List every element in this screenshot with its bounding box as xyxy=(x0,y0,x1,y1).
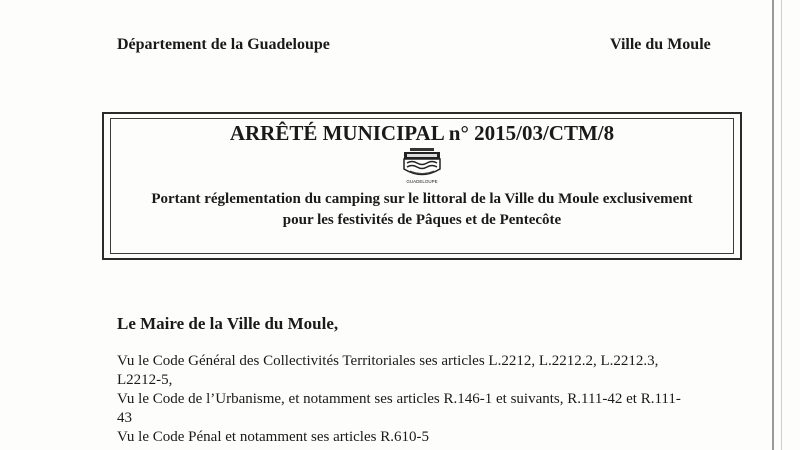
legal-line: L2212-5, xyxy=(117,372,173,388)
decree-subtitle xyxy=(110,189,734,231)
city-crest-icon xyxy=(400,147,444,185)
crest-caption: GUADELOUPE xyxy=(406,179,438,184)
mayor-heading: Le Maire de la Ville du Moule, xyxy=(117,314,339,333)
legal-line: Vu le Code Pénal et notamment ses articles R.610-5 xyxy=(117,429,429,445)
decree-title: ARRÊTÉ MUNICIPAL n° 2015/03/CTM/8 xyxy=(229,121,615,145)
legal-line: Vu le Code Général des Collectivités Territoriales ses articles L.2212, L.2212.2, L.2212.3, xyxy=(117,353,659,369)
legal-line: 43 xyxy=(117,410,132,426)
legal-line: Vu le Code de l’Urbanisme, et notamment ses articles R.146-1 et suivants, R.111-42 et R.111- xyxy=(117,391,681,407)
header-city: Ville du Moule xyxy=(610,36,711,53)
header-department: Département de la Guadeloupe xyxy=(117,36,330,53)
legal-references xyxy=(117,352,737,447)
page-edge-shadow xyxy=(781,0,782,450)
subtitle-line: Portant réglementation du camping sur le littoral de la Ville du Moule exclusivement xyxy=(151,191,693,207)
page-edge xyxy=(772,0,774,450)
subtitle-line: pour les festivités de Pâques et de Pentecôte xyxy=(282,212,562,228)
